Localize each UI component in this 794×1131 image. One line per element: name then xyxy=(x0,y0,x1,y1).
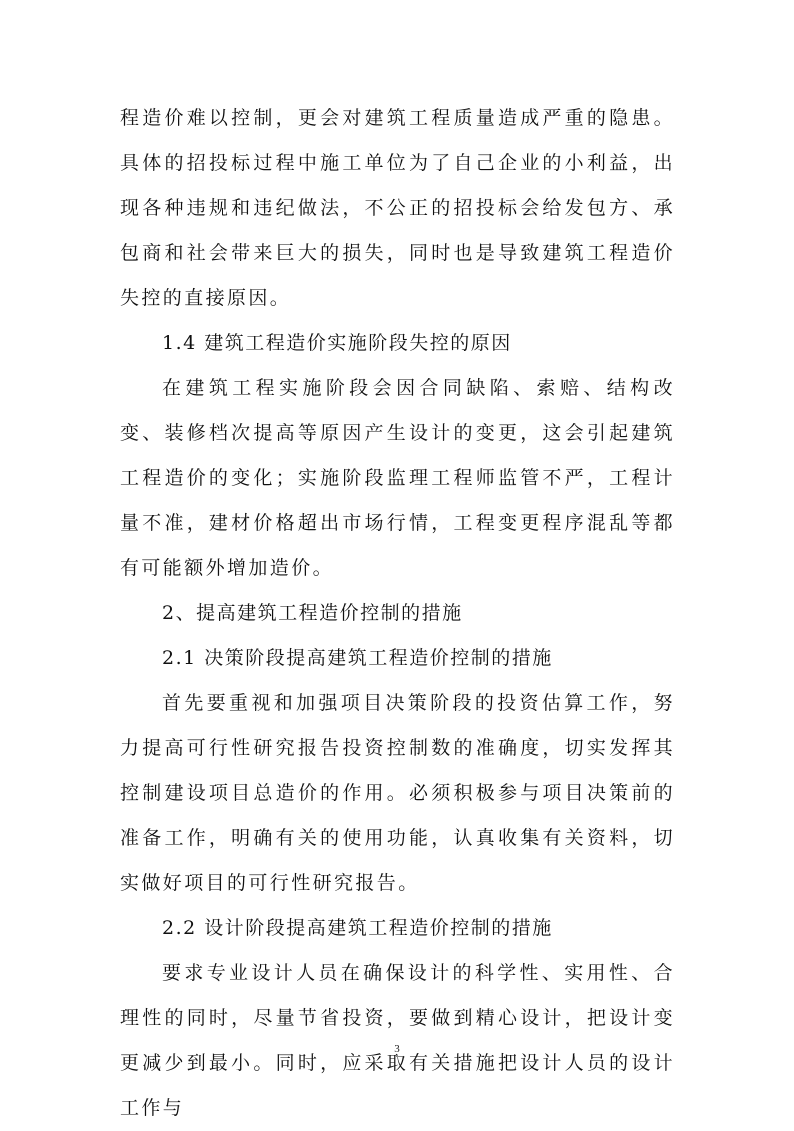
page-body xyxy=(120,96,675,1131)
body-paragraph: 程造价难以控制，更会对建筑工程质量造成严重的隐患。具体的招投标过程中施工单位为了自己企业的小利益，出现各种违规和违纪做法，不公正的招投标会给发包方、承包商和社会带来巨大的损失，同时也是导致建筑工程造价失控的直接原因。 xyxy=(120,107,675,309)
subsection-heading: 2.1 决策阶段提高建筑工程造价控制的措施 xyxy=(162,647,553,669)
body-paragraph: 在建筑工程实施阶段会因合同缺陷、索赔、结构改变、装修档次提高等原因产生设计的变更，这会引起建筑工程造价的变化；实施阶段监理工程师监管不严，工程计量不准，建材价格超出市场行情，工程变更程序混乱等都有可能额外增加造价。 xyxy=(120,377,675,579)
subsection-heading: 2.2 设计阶段提高建筑工程造价控制的措施 xyxy=(162,917,553,939)
page-number: 3 xyxy=(394,1043,400,1055)
section-heading: 1.4 建筑工程造价实施阶段失控的原因 xyxy=(162,332,512,354)
body-paragraph: 首先要重视和加强项目决策阶段的投资估算工作，努力提高可行性研究报告投资控制数的准确度，切实发挥其控制建设项目总造价的作用。必须积极参与项目决策前的准备工作，明确有关的使用功能，认真收集有关资料，切实做好项目的可行性研究报告。 xyxy=(120,692,675,894)
body-paragraph: 要求专业设计人员在确保设计的科学性、实用性、合理性的同时，尽量节省投资，要做到精心设计，把设计变更减少到最小。同时，应采取有关措施把设计人员的设计工作与 xyxy=(120,962,675,1119)
section-heading: 2、提高建筑工程造价控制的措施 xyxy=(162,602,463,624)
